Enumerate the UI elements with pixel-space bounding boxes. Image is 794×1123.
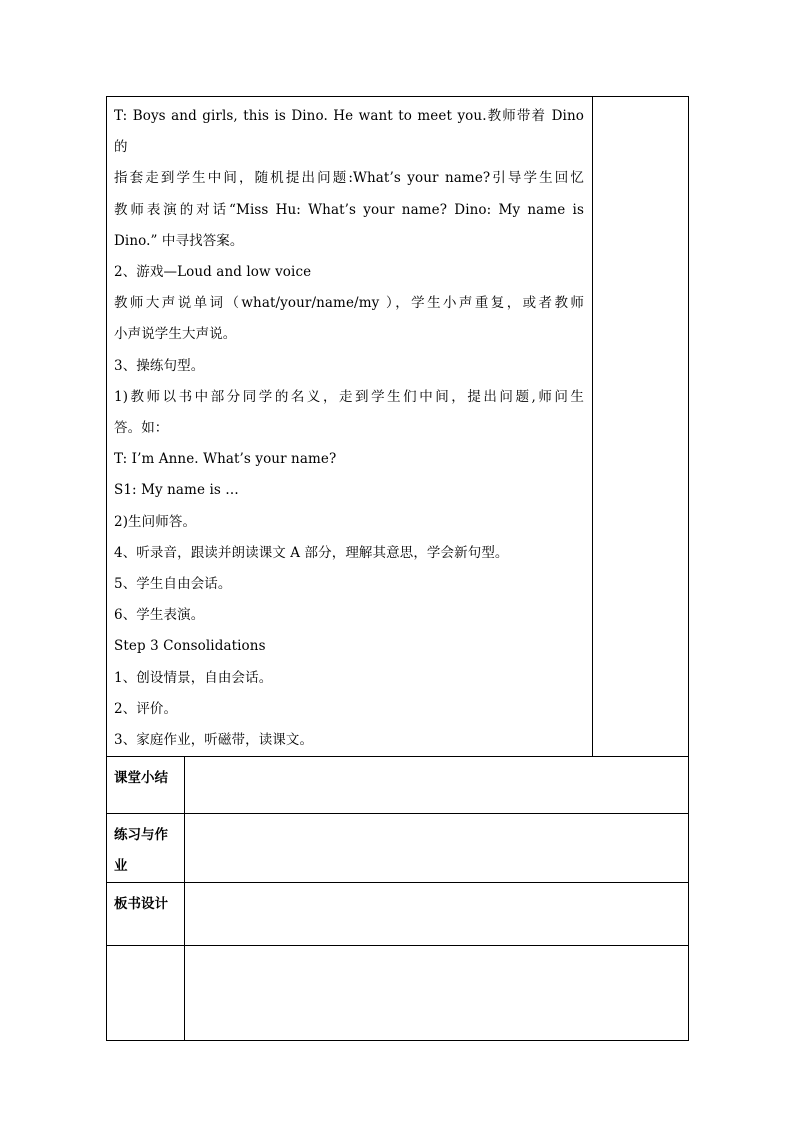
teaching-process-row (107, 97, 689, 757)
lesson-plan-table (106, 96, 689, 1041)
class-summary-content (185, 757, 689, 814)
process-line: Step 3 Consolidations (114, 638, 266, 655)
process-line: 3、家庭作业，听磁带，读课文。 (114, 732, 314, 749)
process-line: 2、游戏—Loud and low voice (114, 264, 312, 281)
homework-label-line2: 业 (114, 858, 128, 875)
board-design-label: 板书设计 (107, 883, 185, 946)
process-line: 1)教师以书中部分同学的名义，走到学生们中间，提出问题,师问生 (114, 388, 584, 405)
notes-column-cell (593, 97, 689, 757)
process-line: 1、创设情景，自由会话。 (114, 669, 273, 686)
process-line: 5、学生自由会话。 (114, 576, 232, 593)
process-line: 2、评价。 (114, 700, 178, 717)
process-line: 2)生问师答。 (114, 513, 197, 530)
process-line: 指套走到学生中间，随机提出问题:What’s your name?引导学生回忆 (114, 170, 584, 187)
blank-label-cell (107, 946, 185, 1041)
blank-row (107, 946, 689, 1041)
board-design-content (185, 883, 689, 946)
process-line: T: I’m Anne. What’s your name? (114, 451, 337, 468)
homework-label-line1: 练习与作 (114, 827, 168, 844)
process-line: 答。如： (114, 420, 169, 437)
class-summary-row (107, 757, 689, 814)
process-line: S1: My name is … (114, 482, 239, 499)
homework-row (107, 814, 689, 883)
process-line: 6、学生表演。 (114, 607, 205, 624)
homework-content (185, 814, 689, 883)
process-line: 小声说学生大声说。 (114, 326, 237, 343)
process-line: 教师表演的对话“Miss Hu: What’s your name? Dino: My name is (114, 201, 584, 218)
process-line: 4、听录音，跟读并朗读课文 A 部分，理解其意思，学会新句型。 (114, 544, 509, 561)
process-line: Dino.” 中寻找答案。 (114, 232, 244, 249)
teaching-process-cell (107, 97, 593, 757)
class-summary-label: 课堂小结 (107, 757, 185, 814)
blank-content-cell (185, 946, 689, 1041)
process-line: 3、操练句型。 (114, 357, 205, 374)
process-line: T: Boys and girls, this is Dino. He want to meet you.教师带着 Dino 的 (114, 108, 584, 156)
homework-label (107, 814, 185, 883)
board-design-row (107, 883, 689, 946)
process-line: 教师大声说单词（what/your/name/my ），学生小声重复，或者教师 (114, 295, 584, 312)
